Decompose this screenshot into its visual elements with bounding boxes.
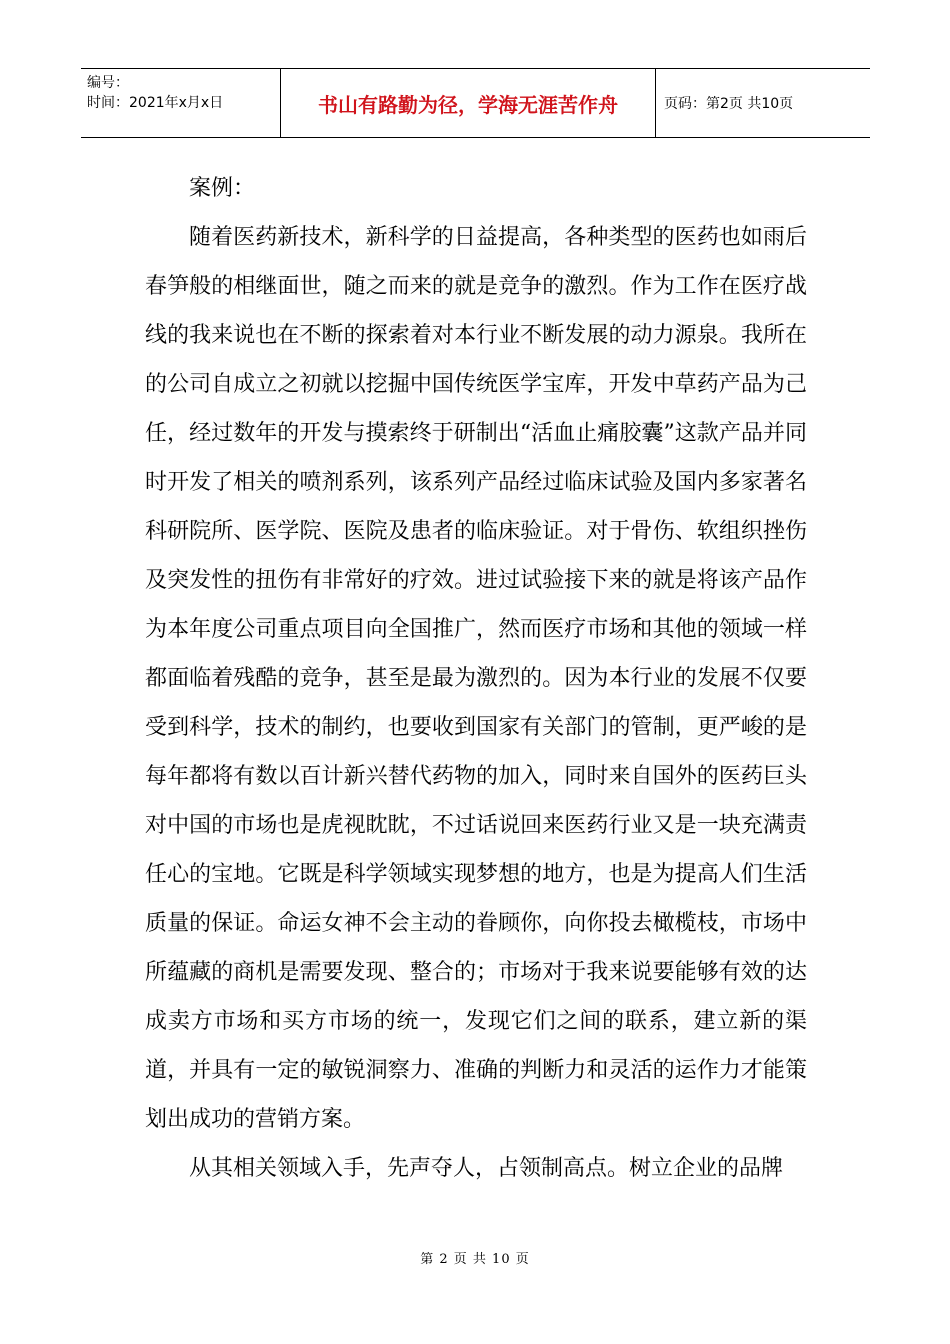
document-header [81, 68, 870, 138]
header-motto: 书山有路勤为径，学海无涯苦作舟 [281, 69, 656, 137]
header-meta [81, 69, 281, 137]
header-page-info: 页码：第2页 共10页 [664, 96, 794, 112]
date-label: 时间：2021年x月x日 [87, 95, 224, 111]
serial-number-label: 编号： [87, 75, 129, 91]
section-heading: 案例： [189, 176, 256, 201]
page-footer: 第 2 页 共 10 页 [420, 1252, 530, 1267]
document-body [145, 164, 807, 1193]
body-paragraph: 随着医药新技术，新科学的日益提高，各种类型的医药也如雨后春笋般的相继面世，随之而来的就是竞争的激烈。作为工作在医疗战线的我来说也在不断的探索着对本行业不断发展的动力源泉。我所在的公司自成立之初就以挖掘中国传统医学宝库，开发中草药产品为己任，经过数年的开发与摸索终于研制出“活血止痛胶囊”这款产品并同时开发了相关的喷剂系列，该系列产品经过临床试验及国内多家著名科研院所、医学院、医院及患者的临床验证。对于骨伤、软组织挫伤及突发性的扭伤有非常好的疗效。进过试验接下来的就是将该产品作为本年度公司重点项目向全国推广，然而医疗市场和其他的领域一样都面临着残酷的竞争，甚至是最为激烈的。因为本行业的发展不仅要受到科学，技术的制约，也要收到国家有关部门的管制，更严峻的是每年都将有数以百计新兴替代药物的加入，同时来自国外的医药巨头对中国的市场也是虎视眈眈，不过话说回来医药行业又是一块充满责任心的宝地。它既是科学领域实现梦想的地方，也是为提高人们生活质量的保证。命运女神不会主动的眷顾你，向你投去橄榄枝，市场中所蕴藏的商机是需要发现、整合的；市场对于我来说要能够有效的达成卖方市场和买方市场的统一，发现它们之间的联系，建立新的渠道，并具有一定的敏锐洞察力、准确的判断力和灵活的运作力才能策划出成功的营销方案。 [145, 225, 807, 1132]
body-paragraph: 从其相关领域入手，先声夺人，占领制高点。树立企业的品牌 [189, 1156, 784, 1181]
